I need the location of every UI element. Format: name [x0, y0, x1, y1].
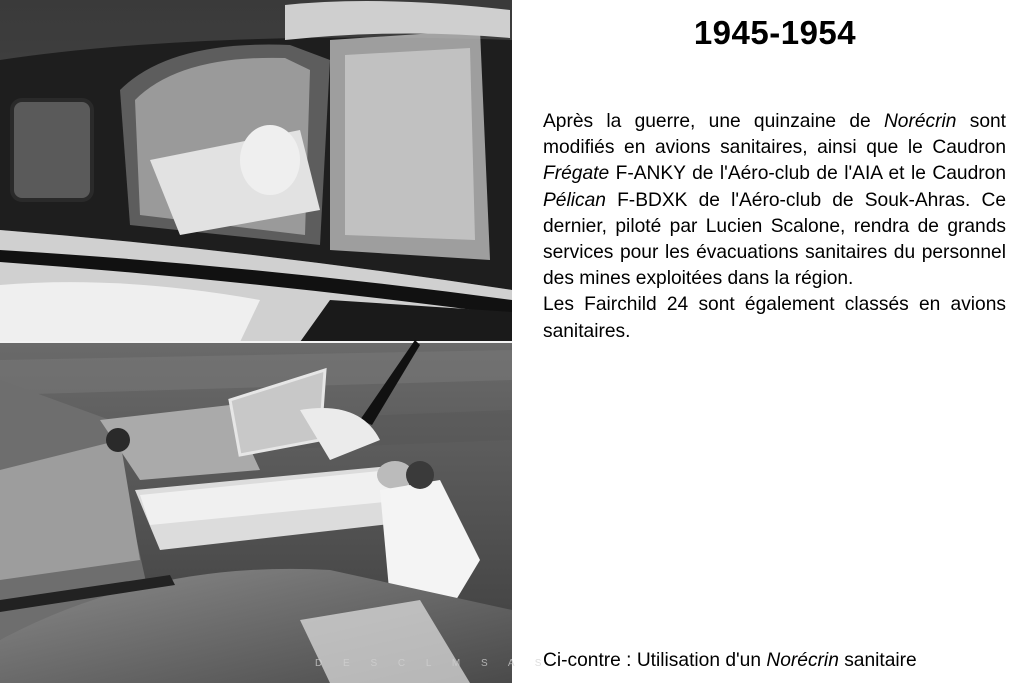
- paragraph-fairchild: Les Fairchild 24 sont également classés en avions sanitaires.: [543, 294, 1006, 342]
- caption-segment: Ci-contre : Utilisation d'un: [543, 650, 767, 671]
- text-segment: sont modifiés en avions sanitaires, ainsi que le Caudron: [543, 111, 1006, 159]
- paragraph-history: [543, 109, 1006, 292]
- text-segment: Après la guerre, une quinzaine de: [543, 111, 884, 132]
- aircraft-name-pelican: Pélican: [543, 189, 606, 211]
- photo-caption: [543, 648, 1013, 674]
- caption-segment: sanitaire: [838, 650, 917, 671]
- caption-aircraft-name: Norécrin: [766, 650, 839, 671]
- aircraft-name-norecrin: Norécrin: [883, 111, 957, 132]
- aircraft-name-fregate: Frégate: [543, 163, 610, 185]
- text-segment: F-BDXK de l'Aéro-club de Souk-Ahras. Ce dernier, piloté par Lucien Scalone, rendra de grands services pour les évacuations sanitaires du personnel des mines exploitées dans la région.: [543, 189, 1006, 290]
- body-text: [543, 109, 1006, 345]
- bottom-photo-stretcher-loading: [0, 340, 512, 683]
- page-title: 1945-1954: [693, 14, 857, 51]
- text-segment: F-ANKY de l'Aéro-club de l'AIA et le Caudron: [609, 163, 1006, 185]
- watermark: D E S C L M S A S: [315, 658, 551, 669]
- top-photo-cockpit-stretcher: [0, 0, 512, 342]
